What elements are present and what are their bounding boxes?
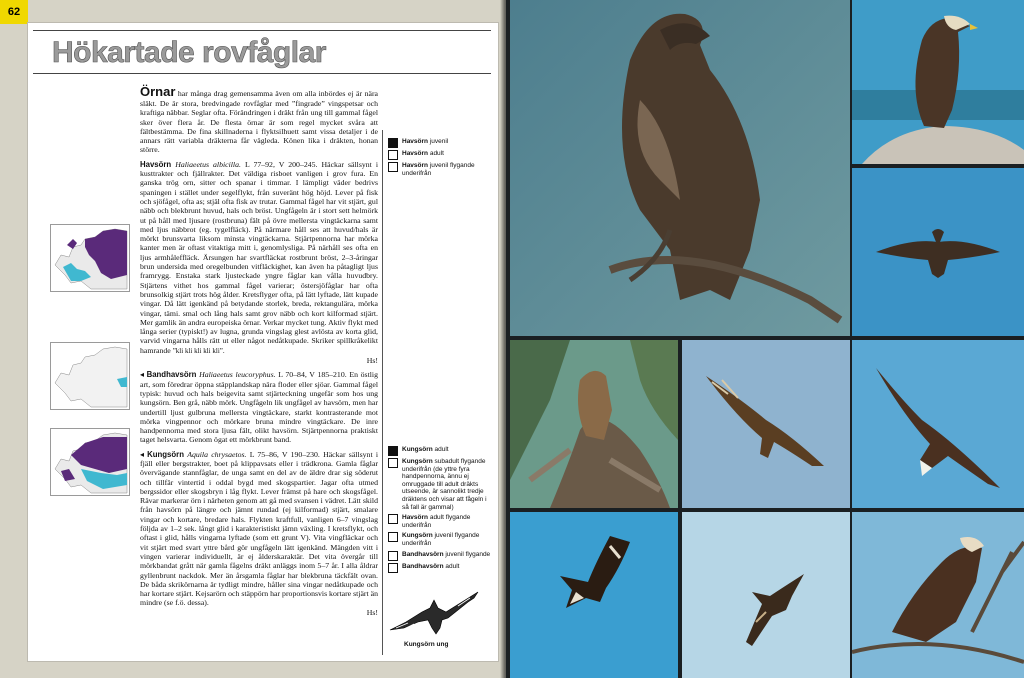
- map-kungsorn: [50, 428, 130, 496]
- range-map-kungsorn: [51, 429, 129, 495]
- legend-swatch: [388, 150, 398, 160]
- kungsorn-paragraph: ◂ Kungsörn Aquila chrysaetos. L 75–86, V 190–230. Häckar sällsynt i fjäll eller bergstrakter, boet på klippavsats eller i trädkrona. Gamla fåglar övervägande stannfåglar, de unga samt en del av de äldre drar sig söderut och tillfär vintertid i oddal bygd med skogspartier. Jagar ofta utmed bergssidor eller skogsbryn i låg flykt. Lever främst på hare och skogsfågel. Rävar markerar örn i närheten genom att gå med svansen i vädret. Lätt skild från havsörn på längre och jämnt rundad (ej kilformad) stjärt, smalare vingar och kortare, bredare hals. Flykten kraftfull, vanligen 6–7 vingslag följda av 1–2 sek. långt glid i karakteristiskt jämn växling. I kretsflykt, och oftast i glid, hålls vingarna lyftade (som ett grunt V). Vita vingfläckar och vit stjärt med svart yttre bård gör ungfågeln lätt igenkänd. Mängden vitt i vingen varierar individuellt, är ej ålderskaraktär. Det vita övergår till mörkbandat grått när gamla fågelns dräkt anläggs inom 5–7 år. I alla åldrar gyllenbrunt nackdok. Mer än årsgamla fåglar har blekbruna täckfält ovan. De båda skrikörnarna är tydligt mindre, håller sina vingar nedåtkupade och har kortare stjärt. Kejsarörn och stäppörn har proportionsvis kortare stjärt än mindre (se f.ö. dessa). Hs!: [140, 449, 378, 617]
- havsorn-call: ”kli kli kli kli kli”.: [172, 346, 225, 355]
- legend-desc: juvenil flygande: [445, 550, 491, 558]
- legend-row: [388, 446, 492, 455]
- bandhavsorn-paragraph: ◂ Bandhavsörn Haliaeetus leucoryphus. L 70–84, V 185–210. En östlig art, som föredrar öppna stäpplandskap nära floder eller sjöar. Gammal fågel typisk: huvud och hals beigevita samt stjärteckning ungefär som hos ung kungsörn. Ben grå, näbb mörk. Ungfågeln lik ungfågel av havsörn, men har undertill ljust gulbruna mellersta vingtäckare, starkt kontrasterande mot mörka vingpennor och mörkare bruna mindre vingtäckare. De inre handpennorna med stora ljusa fält, olikt havsörn. Stjärtpennorna praktiskt taget helsvarta. Genom ögat ett mörkbrunt band.: [140, 370, 378, 445]
- legend-desc: subadult flygande underifrån (de yttre fyra handpennorna, ännu ej omruggade till adult dräkts utseende, är sannolikt tredje dräktens och visar att fågeln i så fall är gammal): [402, 458, 487, 511]
- map-bandhavsorn: [50, 342, 130, 410]
- kungsorn-body: L 75–86, V 190–230. Häckar sällsynt i fjäll eller bergstrakter, boet på klippavsats eller i trädkrona. Gamla fåglar övervägande stannfåglar, de unga samt en del av de äldre drar sig söderut och tillfär vintertid i oddal bygd med skogspartier. Jagar ofta utmed bergssidor eller skogsbryn i låg flykt. Lever främst på hare och skogsfågel. Rävar markerar örn i närheten genom att gå med svansen i vädret. Lätt skild från havsörn på längre och jämnt rundad (ej kilformad) stjärt, smalare vingar och kortare, bredare hals. Flykten kraftfull, vanligen 6–7 vingslag följda av 1–2 sek. långt glid i karakteristiskt jämn växling. I kretsflykt, och oftast i glid, hålls vingarna lyftade (som ett grunt V). Vita vingfläckar och vit stjärt med svart yttre bård gör ungfågeln lätt igenkänd. Mängden vitt i vingen varierar individuellt, är ej ålderskaraktär. Det vita övergår till mörkbandat grått när gamla fågelns dräkt anläggs inom 5–7 år. I alla åldrar gyllenbrunt nackdok. Mer än årsgamla fåglar har blekbruna täckfält ovan. De båda skrikörnarna är tydligt mindre, håller sina vingar nedåtkupade och har kortare stjärt. Kejsarörn och stäppörn har proportionsvis kortare stjärt än mindre (se f.ö. dessa).: [140, 449, 378, 608]
- havsorn-latin: Haliaeetus albicilla.: [175, 159, 241, 169]
- havsorn-body: L 77–92, V 200–245. Häckar sällsynt i kusttrakter och fjällrakter. Det väldiga risboet vanligen i grov fura. En ganska trög orn, sitter och spanar i timmar. I lämpligt väder bedrivs spaningen i stället under segelflykt, från suveränt hög höjd. Lever på fisk och sjöfågel, ofta as; stjäl ofta fisk av trutar. Gammal fågel har vit stjärt, gul näbb och blekbrunt huvud, hals och bröst. Ungfågeln är i stort sett helmörk ut på håll med ljusare (rostbruna) fält på övre mellersta vingtäckarna samt med ljus näbbrot (eg. tygelfläck). På närmare håll ses att huvud/hals är mörkt brunsvarta liksom minsta vingtäckarna. Stjärtpennorna har mörka kanter men är oftast vitaktiga mitt i, genomlysliga. På närhåll ses ofta en ljus armhåleffläck. Ärsungen har svartfläckat rostbrunt bröst, 2–3-åringar brun undersida med oregelbunden vitfläckighet, kan även ha påtagligt ljus framrygg. Enstaka stark ljusteckade yngre fåglar kan vålla huvudbry. Stjärtens vithet hos gammal fågel varierar; östersjöfåglar har ofta brunsolkig stjärt trots hög ålder. Kretsflyger ofta, på lätt lyftade, lätt kupade vingar. Då lätt igenkänd på betydande storlek, breda, rektangulära, mörka vingar, tämi. smal och lång hals samt grov näbb och kort kilformad stjärt. Mer gamlik än andra europeiska örnar. Verkar mycket tung. Aktiv flykt med långa serier (typiskt!) av lugna, grunda vingslag glest avlösta av korta glid, varvid vingarna hålls rätt ut eller något nedåtkupade. Skriker spillkråkelikt hamrande: [140, 159, 379, 355]
- legend-desc: adult: [434, 446, 449, 453]
- legend-swatch: [388, 446, 398, 456]
- legend-desc: adult: [429, 150, 444, 157]
- title-rule: [33, 73, 491, 74]
- photo-kungsorn-adult-tree: [510, 340, 678, 508]
- legend-top: [388, 138, 492, 180]
- legend-swatch: [388, 458, 398, 468]
- lead-word: Örnar: [140, 84, 176, 99]
- kungsorn-latin: Aquila chrysaetos.: [187, 449, 247, 459]
- legend-species: Kungsörn: [402, 446, 433, 453]
- map-havsorn: [50, 224, 130, 292]
- range-map-havsorn: [51, 225, 129, 291]
- photo-bandhavsorn-adult-branch: [852, 512, 1024, 678]
- photo-kungsorn-juvenil-flying: [510, 512, 678, 678]
- legend-row: [388, 563, 492, 572]
- legend-swatch: [388, 138, 398, 148]
- legend-desc: adult: [445, 562, 460, 570]
- legend-species: Havsörn: [402, 138, 429, 145]
- intro-text: har många drag gemensamma även om alla inbördes ej är nära släkt. De är stora, bredvingade rovfåglar med ”fingrade” vingspetsar och kraftiga näbbar. Seglar ofta. Förändringen i dräkt från ung till gammal fågel sker över flera år. De flesta örnar är som regel mycket svåra att fältbestämma. De fina skillnaderna i flyktsilhuett samt vissa detaljer i de annars rätt variabla dräkterna får vägleda. Könen lika i dräkten, honan större.: [140, 89, 378, 155]
- photo-havsorn-adult: [852, 0, 1024, 164]
- legend-species: Kungsörn: [402, 458, 433, 465]
- legend-desc: adult flygande underifrån: [402, 514, 471, 529]
- legend-row: [388, 532, 492, 547]
- intro-paragraph: [140, 84, 378, 155]
- bandhavsorn-body: L 70–84, V 185–210. En östlig art, som föredrar öppna stäpplandskap nära floder eller sjöar. Gammal fågel typisk: huvud och hals beigevita samt stjärteckning ungefär som hos ung kungsörn. Ben grå, näbb mörk. Ungfågeln lik ungfågel av havsörn, men har undertill ljust gulbruna mellersta vingtäckare, starkt kontrasterande mot mörka vingpennor och mörkare bruna mindre vingtäckare. De inre handpennorna med stora ljusa fält, olikt havsörn. Stjärtpennorna praktiskt taget helsvarta. Genom ögat ett mörkbrunt band.: [140, 370, 378, 445]
- legend-row: [388, 138, 492, 147]
- photo-havsorn-juvenil-perched: [510, 0, 850, 336]
- havsorn-signature: Hs!: [366, 356, 378, 366]
- legend-species: Havsörn: [402, 150, 429, 157]
- silhouette-caption: Kungsörn ung: [404, 641, 449, 648]
- photo-havsorn-flying-underside: [852, 168, 1024, 336]
- legend-species: Bandhavsörn: [402, 550, 444, 558]
- legend-species: Havsörn: [402, 162, 429, 169]
- legend-swatch: [388, 532, 398, 542]
- legend-swatch: [388, 514, 398, 524]
- legend-swatch: [388, 162, 398, 172]
- legend-row: [388, 458, 492, 511]
- bandhavsorn-latin: Haliaeetus leucoryphus.: [199, 370, 276, 380]
- legend-swatch: [388, 551, 398, 561]
- legend-swatch: [388, 563, 398, 573]
- legend-species: Bandhavsörn: [402, 562, 444, 570]
- legend-rule: [382, 130, 383, 655]
- left-page: [0, 0, 506, 678]
- legend-row: [388, 551, 492, 560]
- page-number: 62: [0, 0, 28, 24]
- eagle-silhouette-drawing: [388, 578, 482, 640]
- range-map-bandhavsorn: [51, 343, 129, 409]
- photo-havsorn-adult-flying: [852, 340, 1024, 508]
- legend-bottom: [388, 446, 492, 575]
- page-title: Hökartade rovfåglar: [52, 36, 326, 69]
- right-page-photos: [506, 0, 1024, 678]
- legend-row: [388, 162, 492, 177]
- havsorn-name: Havsörn: [140, 159, 172, 169]
- photo-kungsorn-subadult-flying: [682, 340, 850, 508]
- bandhavsorn-name: Bandhavsörn: [146, 370, 197, 380]
- legend-species: Kungsörn: [402, 532, 433, 540]
- top-rule: [33, 30, 491, 31]
- text-column: [140, 84, 378, 622]
- legend-row: [388, 150, 492, 159]
- legend-desc: juvenil flygande underifrån: [402, 532, 480, 547]
- legend-row: [388, 514, 492, 529]
- kungsorn-signature: Hs!: [366, 607, 378, 617]
- legend-desc: juvenil: [429, 138, 449, 145]
- photo-bandhavsorn-juvenil-flying: [682, 512, 850, 678]
- kungsorn-name: Kungsörn: [147, 449, 184, 459]
- legend-desc: juvenil flygande underifrån: [402, 162, 475, 177]
- havsorn-paragraph: [140, 160, 378, 366]
- legend-species: Havsörn: [402, 514, 429, 522]
